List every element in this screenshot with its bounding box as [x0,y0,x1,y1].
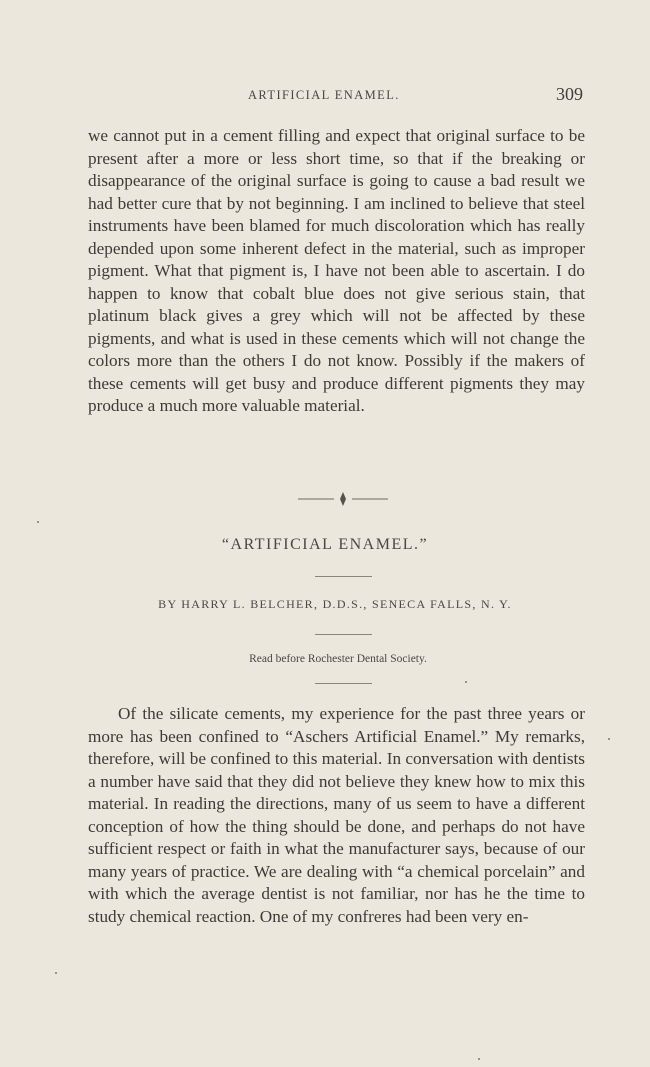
paper-speck [465,681,467,683]
article-opening-paragraph: Of the silicate cements, my experience for the past three years or more has been confined to “Aschers Artificial Enamel.” My remarks, therefore, will be confined to this material. In conversation with dentists a number have said that they did not believe they knew how to mix this material. In reading the directions, many of us seem to have a different conception of how the thing should be done, and perhaps do not have sufficient respect or faith in what the manufacturer says, because of our many years of practice. We are dealing with “a chemical porcelain” and with which the average dentist is not familiar, nor has he the time to study chemical reaction. One of my confreres had been very en- [88,704,585,926]
note-rule [315,683,372,684]
section-divider-ornament [296,489,390,509]
running-title: ARTIFICIAL ENAMEL. [248,88,400,102]
paper-speck [478,1058,480,1060]
paper-speck [37,521,39,523]
page-number: 309 [556,84,583,104]
running-head [0,86,650,106]
continued-paragraph: we cannot put in a cement filling and expect that original surface to be present after a more or less short time, so that if the breaking or disappearance of the original surface is going to cause a bad result we had better cure that by not beginning. I am inclined to believe that steel instruments have been blamed for much discoloration which has really depended upon some inherent defect in the material, such as improper pigment. What that pigment is, I have not been able to ascertain. I do happen to know that cobalt blue does not give serious stain, that platinum black gives a grey which will not be affected by these pigments, and what is used in these cements which will not change the colors more than the others I do not know. Possibly if the makers of these cements will get busy and produce different pigments they may produce a much more valuable material. [88,126,585,415]
byline-rule [315,634,372,635]
paper-speck [55,972,57,974]
title-rule [315,576,372,577]
article-title: “ARTIFICIAL ENAMEL.” [221,536,429,553]
author-byline: BY HARRY L. BELCHER, D.D.S., SENECA FALLS, N. Y. [158,597,512,611]
read-before-note: Read before Rochester Dental Society. [249,653,427,665]
paper-speck [608,738,610,740]
